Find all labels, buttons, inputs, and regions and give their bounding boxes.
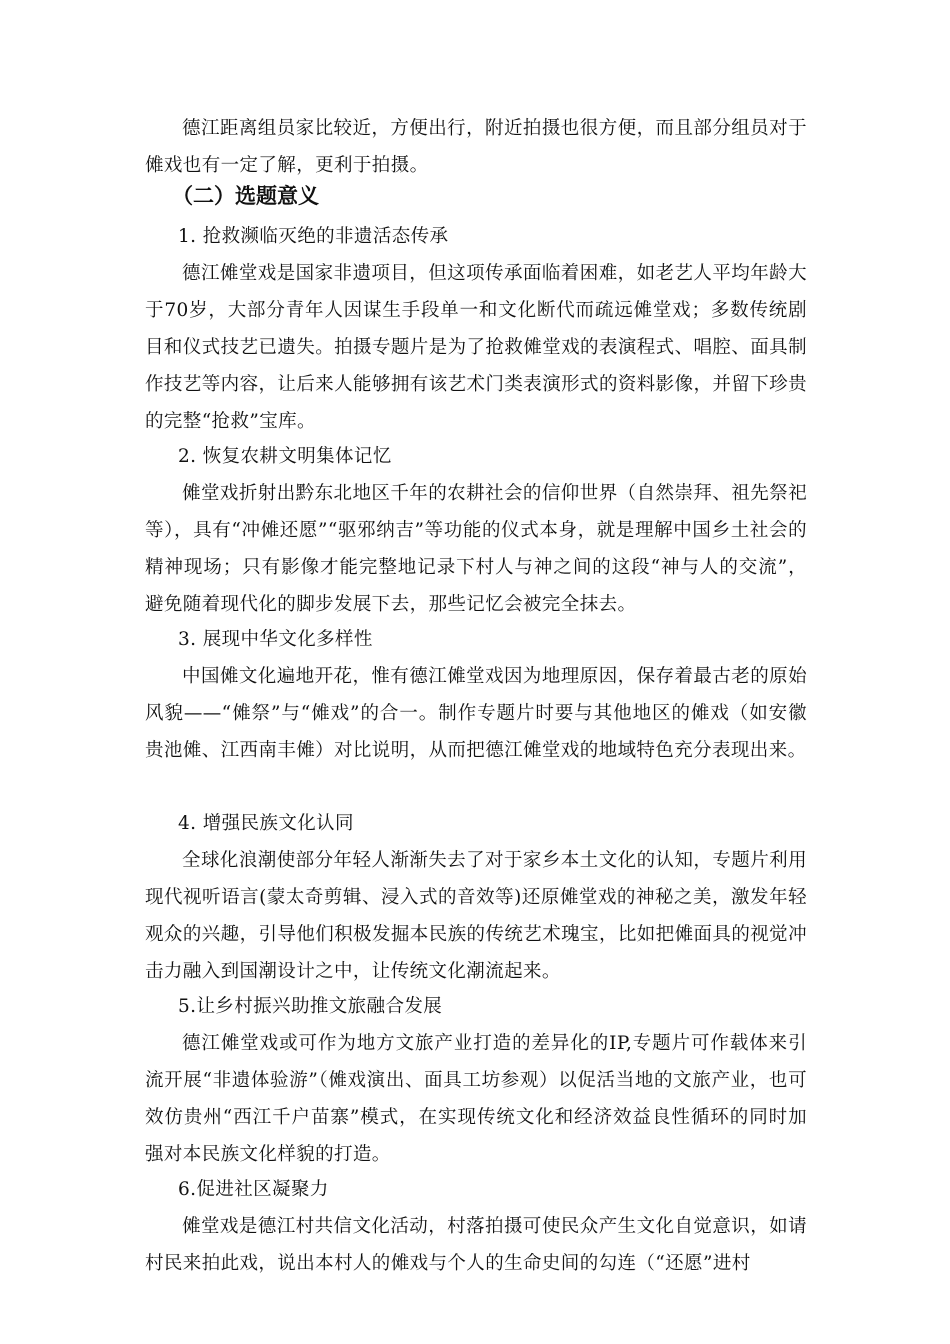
item-5-title: 5.让乡村振兴助推文旅融合发展 xyxy=(178,996,443,1017)
item-5-body: 德江傩堂戏或可作为地方文旅产业打造的差异化的IP,专题片可作载体来引流开展“非遗体验游”（傩戏演出、面具工坊参观）以促活当地的文旅产业，也可效仿贵州“西江千户苗寨”模式，在实现传统文化和经济效益良性循环的同时加强对本民族文化样貌的打造。 xyxy=(145,1033,807,1165)
item-3-body: 中国傩文化遍地开花，惟有德江傩堂戏因为地理原因，保存着最古老的原始风貌——“傩祭”与“傩戏”的合一。制作专题片时要与其他地区的傩戏（如安徽贵池傩、江西南丰傩）对比说明，从而把德江傩堂戏的地域特色充分表现出来。 xyxy=(145,666,807,761)
section-heading: （二）选题意义 xyxy=(172,184,319,208)
item-2-body: 傩堂戏折射出黔东北地区千年的农耕社会的信仰世界（自然崇拜、祖先祭祀等），具有“冲傩还愿”“驱邪纳吉”等功能的仪式本身，就是理解中国乡土社会的精神现场；只有影像才能完整地记录下村人与神之间的这段“神与人的交流”，避免随着现代化的脚步发展下去，那些记忆会被完全抹去。 xyxy=(145,483,807,615)
item-1-body: 德江傩堂戏是国家非遗项目，但这项传承面临着困难，如老艺人平均年龄大于70岁，大部分青年人因谋生手段单一和文化断代而疏远傩堂戏；多数传统剧目和仪式技艺已遗失。拍摄专题片是为了抢救傩堂戏的表演程式、唱腔、面具制作技艺等内容，让后来人能够拥有该艺术门类表演形式的资料影像，并留下珍贵的完整“抢救”宝库。 xyxy=(145,263,807,432)
item-3-title: 3. 展现中华文化多样性 xyxy=(178,629,373,650)
item-4-title: 4. 增强民族文化认同 xyxy=(178,813,354,834)
item-1-title: 1. 抢救濒临灭绝的非遗活态传承 xyxy=(178,226,449,247)
intro-paragraph: 德江距离组员家比较近，方便出行，附近拍摄也很方便，而且部分组员对于傩戏也有一定了解，更利于拍摄。 xyxy=(145,118,807,176)
item-6-title: 6.促进社区凝聚力 xyxy=(178,1179,329,1200)
item-4-body: 全球化浪潮使部分年轻人渐渐失去了对于家乡本土文化的认知，专题片利用现代视听语言(蒙太奇剪辑、浸入式的音效等)还原傩堂戏的神秘之美，激发年轻观众的兴趣，引导他们积极发掘本民族的传统艺术瑰宝，比如把傩面具的视觉冲击力融入到国潮设计之中，让传统文化潮流起来。 xyxy=(145,850,807,982)
item-2-title: 2. 恢复农耕文明集体记忆 xyxy=(178,446,392,467)
item-6-body: 傩堂戏是德江村共信文化活动，村落拍摄可使民众产生文化自觉意识，如请村民来拍此戏，说出本村人的傩戏与个人的生命史间的勾连（“还愿”进村 xyxy=(145,1216,807,1274)
